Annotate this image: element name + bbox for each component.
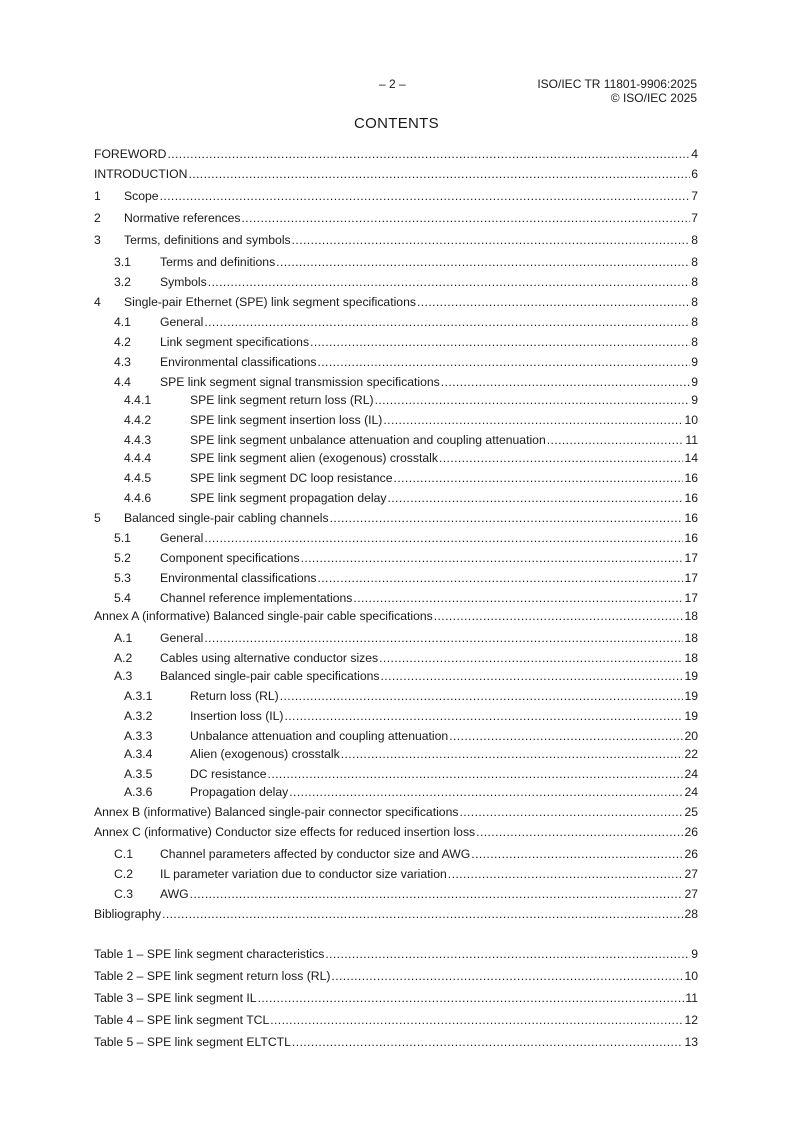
dot-leader <box>301 549 684 567</box>
dot-leader <box>331 967 683 985</box>
toc-entry-title: General <box>160 531 204 545</box>
toc-entry[interactable] <box>94 707 698 725</box>
table-list-entry[interactable] <box>94 1033 698 1051</box>
dot-leader <box>394 469 684 487</box>
toc-entry-title: FOREWORD <box>94 147 167 161</box>
toc-entry-number: 4.4.6 <box>124 491 152 505</box>
toc-entry-page: 10 <box>684 413 698 427</box>
toc-entry-page: 6 <box>691 167 698 181</box>
toc-entry[interactable] <box>94 449 698 467</box>
toc-entry-number: 5 <box>94 511 101 525</box>
toc-entry[interactable] <box>94 803 698 821</box>
toc-entry-number: 3.2 <box>114 275 131 289</box>
toc-entry[interactable] <box>94 845 698 863</box>
dot-leader <box>381 667 684 685</box>
toc-entry-page: 17 <box>684 571 698 585</box>
toc-entry-number: A.3.2 <box>124 709 153 723</box>
toc-entry-page: 9 <box>691 355 698 369</box>
toc-entry-page: 19 <box>684 669 698 683</box>
toc-entry[interactable] <box>94 273 698 291</box>
toc-entry[interactable] <box>94 209 698 227</box>
toc-entry[interactable] <box>94 649 698 667</box>
toc-entry[interactable] <box>94 353 698 371</box>
toc-entry-page: 8 <box>691 335 698 349</box>
dot-leader <box>547 431 685 449</box>
toc-entry-page: 8 <box>691 295 698 309</box>
dot-leader <box>317 569 683 587</box>
toc-entry-title: Annex B (informative) Balanced single-pair connector specifications <box>94 805 459 819</box>
toc-entry-number: 4.3 <box>114 355 131 369</box>
toc-entry-title: SPE link segment unbalance attenuation and coupling attenuation <box>190 433 546 447</box>
toc-entry[interactable] <box>94 293 698 311</box>
table-list-page: 12 <box>684 1013 698 1027</box>
toc-entry-number: 4.1 <box>114 315 131 329</box>
toc-entry-number: A.3.5 <box>124 767 153 781</box>
toc-entry-title: Channel reference implementations <box>160 591 353 605</box>
toc-entry-title: Component specifications <box>160 551 300 565</box>
toc-entry-title: General <box>160 315 204 329</box>
toc-entry-number: 3 <box>94 233 101 247</box>
toc-entry[interactable] <box>94 373 698 391</box>
toc-entry-title: Normative references <box>124 211 241 225</box>
toc-entry-number: C.3 <box>114 887 133 901</box>
toc-entry[interactable] <box>94 727 698 745</box>
toc-entry[interactable] <box>94 333 698 351</box>
dot-leader <box>268 765 684 783</box>
toc-entry-page: 14 <box>684 451 698 465</box>
dot-leader <box>449 727 683 745</box>
table-list-title: Table 3 – SPE link segment IL <box>94 991 257 1005</box>
toc-entry-title: Cables using alternative conductor sizes <box>160 651 379 665</box>
toc-entry-page: 7 <box>691 211 698 225</box>
toc-entry-title: SPE link segment DC loop resistance <box>190 471 393 485</box>
toc-entry-page: 17 <box>684 591 698 605</box>
toc-entry-title: Balanced single-pair cable specifications <box>160 669 380 683</box>
dot-leader <box>289 783 683 801</box>
toc-entry-title: SPE link segment return loss (RL) <box>190 393 374 407</box>
toc-entry-number: 4.2 <box>114 335 131 349</box>
toc-entry-page: 24 <box>684 785 698 799</box>
toc-entry[interactable] <box>94 687 698 705</box>
toc-entry-number: 3.1 <box>114 255 131 269</box>
toc-entry-number: 2 <box>94 211 101 225</box>
toc-entry-title: Link segment specifications <box>160 335 310 349</box>
toc-entry-title: SPE link segment signal transmission specifications <box>160 375 440 389</box>
toc-entry-number: 4 <box>94 295 101 309</box>
toc-entry-page: 4 <box>691 147 698 161</box>
toc-entry-page: 7 <box>691 189 698 203</box>
toc-entry-title: Insertion loss (IL) <box>190 709 284 723</box>
standard-identifier: ISO/IEC TR 11801-9906:2025 <box>537 77 697 91</box>
toc-entry-page: 19 <box>684 689 698 703</box>
dot-leader <box>276 253 690 271</box>
dot-leader <box>439 449 684 467</box>
contents-title: CONTENTS <box>354 115 439 132</box>
toc-entry[interactable] <box>94 783 698 801</box>
toc-entry[interactable] <box>94 607 698 625</box>
table-list-title: Table 2 – SPE link segment return loss (RL) <box>94 969 331 983</box>
toc-entry-page: 16 <box>684 471 698 485</box>
toc-entry-page: 8 <box>691 275 698 289</box>
toc-entry-page: 9 <box>691 375 698 389</box>
toc-entry-number: A.3.1 <box>124 689 153 703</box>
toc-entry[interactable] <box>94 569 698 587</box>
toc-entry-title: Bibliography <box>94 907 162 921</box>
toc-entry[interactable] <box>94 589 698 607</box>
toc-entry-number: 4.4.1 <box>124 393 152 407</box>
dot-leader <box>330 509 684 527</box>
dot-leader <box>292 1033 684 1051</box>
toc-entry-title: DC resistance <box>190 767 267 781</box>
dot-leader <box>341 745 684 763</box>
toc-entry[interactable] <box>94 313 698 331</box>
table-list-page: 11 <box>685 991 698 1005</box>
toc-entry-page: 19 <box>684 709 698 723</box>
toc-entry-page: 25 <box>684 805 698 819</box>
toc-entry-number: A.3.3 <box>124 729 153 743</box>
toc-entry-page: 18 <box>684 631 698 645</box>
toc-entry[interactable] <box>94 253 698 271</box>
copyright-notice: © ISO/IEC 2025 <box>610 91 697 105</box>
toc-entry[interactable] <box>94 885 698 903</box>
toc-entry[interactable] <box>94 745 698 763</box>
toc-entry-page: 20 <box>684 729 698 743</box>
toc-entry-title: Annex A (informative) Balanced single-pair cable specifications <box>94 609 433 623</box>
toc-entry-page: 8 <box>691 315 698 329</box>
toc-entry[interactable] <box>94 165 698 183</box>
toc-entry[interactable] <box>94 145 698 163</box>
toc-entry-number: 5.3 <box>114 571 131 585</box>
toc-entry[interactable] <box>94 391 698 409</box>
toc-entry-title: AWG <box>160 887 189 901</box>
toc-entry-page: 18 <box>684 609 698 623</box>
toc-entry[interactable] <box>94 865 698 883</box>
toc-entry-number: 5.1 <box>114 531 131 545</box>
dot-leader <box>448 865 684 883</box>
toc-entry-page: 28 <box>684 907 698 921</box>
toc-entry-title: Terms and definitions <box>160 255 276 269</box>
dot-leader <box>280 687 684 705</box>
table-list-page: 13 <box>684 1035 698 1049</box>
toc-entry-number: 4.4.3 <box>124 433 152 447</box>
toc-entry-page: 16 <box>684 531 698 545</box>
toc-entry-page: 17 <box>684 551 698 565</box>
dot-leader <box>258 989 685 1007</box>
toc-entry-page: 9 <box>691 393 698 407</box>
table-list-entry[interactable] <box>94 1011 698 1029</box>
document-header <box>537 77 697 105</box>
table-list-page: 10 <box>684 969 698 983</box>
toc-entry-number: A.3.6 <box>124 785 153 799</box>
toc-entry-number: 5.4 <box>114 591 131 605</box>
toc-entry[interactable] <box>94 529 698 547</box>
toc-entry-page: 8 <box>691 233 698 247</box>
toc-entry-title: Terms, definitions and symbols <box>124 233 291 247</box>
toc-entry-number: C.1 <box>114 847 133 861</box>
dot-leader <box>441 373 690 391</box>
dot-leader <box>242 209 691 227</box>
dot-leader <box>375 391 691 409</box>
dot-leader <box>188 165 690 183</box>
toc-entry-title: Return loss (RL) <box>190 689 279 703</box>
dot-leader <box>317 353 690 371</box>
toc-entry-page: 27 <box>684 867 698 881</box>
dot-leader <box>208 273 690 291</box>
toc-entry-number: 4.4.2 <box>124 413 152 427</box>
dot-leader <box>310 333 690 351</box>
toc-entry-title: SPE link segment propagation delay <box>190 491 387 505</box>
toc-entry[interactable] <box>94 905 698 923</box>
toc-entry-number: C.2 <box>114 867 133 881</box>
dot-leader <box>204 313 690 331</box>
dot-leader <box>284 707 683 725</box>
toc-entry[interactable] <box>94 509 698 527</box>
table-list-entry[interactable] <box>94 989 698 1007</box>
toc-entry[interactable] <box>94 629 698 647</box>
toc-entry-title: SPE link segment insertion loss (IL) <box>190 413 383 427</box>
toc-entry[interactable] <box>94 823 698 841</box>
dot-leader <box>471 845 683 863</box>
toc-entry-page: 16 <box>684 491 698 505</box>
toc-entry-page: 16 <box>684 511 698 525</box>
toc-entry-title: IL parameter variation due to conductor size variation <box>160 867 447 881</box>
dot-leader <box>459 803 683 821</box>
dot-leader <box>167 145 690 163</box>
toc-entry[interactable] <box>94 549 698 567</box>
toc-entry-page: 27 <box>684 887 698 901</box>
toc-entry-title: Environmental classifications <box>160 571 317 585</box>
toc-entry-title: Unbalance attenuation and coupling attenuation <box>190 729 449 743</box>
dot-leader <box>379 649 683 667</box>
toc-entry[interactable] <box>94 431 698 449</box>
dot-leader <box>160 187 691 205</box>
dot-leader <box>190 885 684 903</box>
toc-entry-title: Balanced single-pair cabling channels <box>124 511 329 525</box>
table-list-title: Table 1 – SPE link segment characteristics <box>94 947 325 961</box>
dot-leader <box>204 629 683 647</box>
toc-entry-title: SPE link segment alien (exogenous) crosstalk <box>190 451 438 465</box>
toc-entry-page: 11 <box>685 433 698 447</box>
toc-entry-page: 26 <box>684 847 698 861</box>
dot-leader <box>204 529 683 547</box>
toc-entry-title: Annex C (informative) Conductor size effects for reduced insertion loss <box>94 825 476 839</box>
dot-leader <box>292 231 691 249</box>
toc-entry-page: 8 <box>691 255 698 269</box>
dot-leader <box>353 589 683 607</box>
toc-entry-title: Propagation delay <box>190 785 289 799</box>
toc-entry-title: Environmental classifications <box>160 355 317 369</box>
toc-entry[interactable] <box>94 489 698 507</box>
toc-entry-number: A.3.4 <box>124 747 153 761</box>
dot-leader <box>434 607 684 625</box>
toc-entry-number: 4.4.5 <box>124 471 152 485</box>
table-list-title: Table 4 – SPE link segment TCL <box>94 1013 270 1027</box>
table-list-page: 9 <box>691 947 698 961</box>
toc-entry-number: A.2 <box>114 651 133 665</box>
table-list-title: Table 5 – SPE link segment ELTCTL <box>94 1035 291 1049</box>
toc-entry-number: A.1 <box>114 631 133 645</box>
toc-entry-number: 1 <box>94 189 101 203</box>
toc-entry-page: 18 <box>684 651 698 665</box>
toc-entry-page: 24 <box>684 767 698 781</box>
dot-leader <box>162 905 683 923</box>
toc-entry-number: A.3 <box>114 669 133 683</box>
dot-leader <box>417 293 690 311</box>
toc-entry-page: 22 <box>684 747 698 761</box>
toc-entry[interactable] <box>94 187 698 205</box>
toc-entry-page: 26 <box>684 825 698 839</box>
dot-leader <box>383 411 683 429</box>
dot-leader <box>476 823 683 841</box>
toc-entry-title: Symbols <box>160 275 207 289</box>
dot-leader <box>325 945 690 963</box>
toc-entry-number: 5.2 <box>114 551 131 565</box>
toc-entry-title: Scope <box>124 189 159 203</box>
dot-leader <box>387 489 683 507</box>
toc-entry-title: INTRODUCTION <box>94 167 188 181</box>
toc-entry[interactable] <box>94 231 698 249</box>
toc-entry[interactable] <box>94 411 698 429</box>
toc-entry[interactable] <box>94 667 698 685</box>
table-list-entry[interactable] <box>94 967 698 985</box>
toc-entry[interactable] <box>94 765 698 783</box>
toc-entry-title: Channel parameters affected by conductor size and AWG <box>160 847 471 861</box>
table-list-entry[interactable] <box>94 945 698 963</box>
toc-entry-title: Single-pair Ethernet (SPE) link segment specifications <box>124 295 416 309</box>
toc-entry-number: 4.4 <box>114 375 131 389</box>
toc-entry-number: 4.4.4 <box>124 451 152 465</box>
page-number: – 2 – <box>379 77 406 91</box>
dot-leader <box>270 1011 683 1029</box>
toc-entry-title: Alien (exogenous) crosstalk <box>190 747 340 761</box>
toc-entry-title: General <box>160 631 204 645</box>
toc-entry[interactable] <box>94 469 698 487</box>
